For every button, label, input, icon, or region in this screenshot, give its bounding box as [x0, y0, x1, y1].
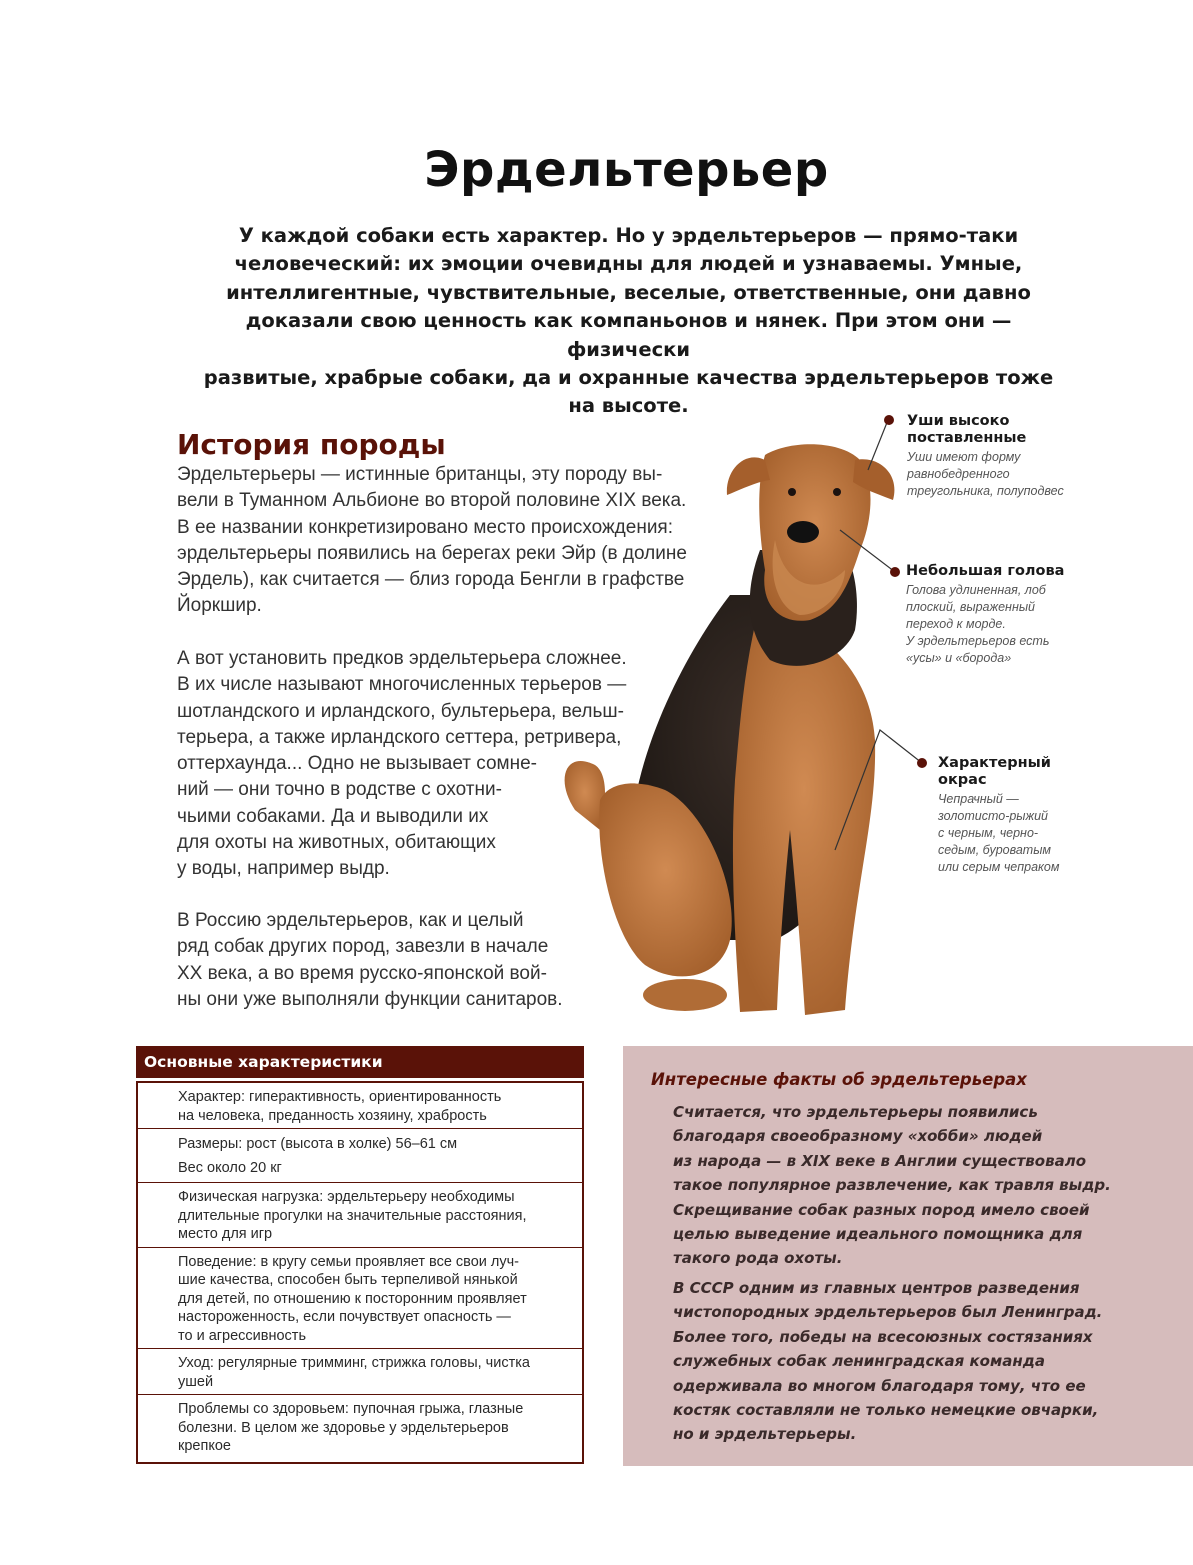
- callout-desc-line: треугольника, полуподвес: [907, 484, 1064, 498]
- facts-line: благодаря своеобразному «хобби» людей: [673, 1127, 1043, 1146]
- airedale-dog-illustration: [555, 420, 915, 1030]
- row-line: настороженность, если почувствует опасность —: [178, 1309, 511, 1325]
- lead-line: развитые, храбрые собаки, да и охранные качества эрдельтерьеров тоже: [203, 366, 1054, 390]
- row-line: то и агрессивность: [178, 1327, 307, 1344]
- facts-line: такое популярное развлечение, как травля выдр.: [673, 1176, 1111, 1195]
- characteristics-table: [136, 1046, 584, 1464]
- characteristics-heading: Основные характеристики: [136, 1046, 584, 1078]
- callout-desc-line: седым, буроватым: [938, 843, 1051, 857]
- history-line: ны они уже выполняли функции санитаров.: [177, 988, 563, 1010]
- history-line: чьими собаками. Да и выводили их: [177, 805, 489, 827]
- callout-heading-line: Уши высоко: [907, 413, 1010, 429]
- callout-desc-line: переход к морде.: [906, 617, 1006, 631]
- history-line: шотландского и ирландского, бультерьера, вельш-: [177, 700, 624, 722]
- row-line: Уход: регулярные тримминг, стрижка головы, чистка: [178, 1355, 530, 1371]
- history-line: В Россию эрдельтерьеров, как и целый: [177, 910, 524, 931]
- callout-desc-line: Чепрачный —: [938, 792, 1019, 806]
- lead-line: У каждой собаки есть характер. Но у эрдельтерьеров — прямо-таки: [238, 224, 1019, 247]
- callout-heading: [938, 755, 1059, 789]
- callout-heading-line: Небольшая голова: [906, 563, 1065, 579]
- callout-ears: [907, 413, 1064, 500]
- facts-line: Более того, победы на всесоюзных состязаниях: [673, 1327, 1093, 1346]
- callout-desc-line: Уши имеют форму: [907, 450, 1021, 464]
- callout-marker-dot: [917, 758, 927, 768]
- row-line: крепкое: [178, 1438, 231, 1454]
- facts-line: В СССР одним из главных центров разведения: [673, 1279, 1080, 1297]
- characteristics-row-behavior: [138, 1247, 582, 1349]
- facts-line: Скрещивание собак разных пород имело своей: [673, 1200, 1090, 1219]
- row-line: ушей: [178, 1373, 214, 1390]
- callout-heading-line: Характерный: [938, 755, 1051, 771]
- callout-desc-line: равнобедренного: [907, 467, 1010, 481]
- facts-line: костяк составляли не только немецкие овчарки,: [673, 1401, 1099, 1420]
- history-line: Эрдельтерьеры — истинные британцы, эту породу вы-: [177, 464, 663, 485]
- row-line: Проблемы со здоровьем: пупочная грыжа, глазные: [178, 1401, 524, 1417]
- history-heading: История породы: [177, 428, 446, 461]
- callout-desc-line: Голова удлиненная, лоб: [906, 583, 1046, 597]
- callout-desc-line: золотисто-рыжий: [938, 809, 1049, 823]
- callout-description: [906, 582, 1064, 667]
- row-line: на человека, преданность хозяину, храбрость: [178, 1107, 487, 1124]
- interesting-facts-box: [623, 1046, 1193, 1466]
- characteristics-row-health: [138, 1394, 582, 1462]
- lead-line: интеллигентные, чувствительные, веселые, ответственные, они давно: [226, 280, 1031, 304]
- callout-marker-dot: [884, 415, 894, 425]
- facts-line: чистопородных эрдельтерьеров был Ленинград.: [673, 1303, 1103, 1322]
- characteristics-row-exercise: [138, 1182, 582, 1247]
- row-line: Физическая нагрузка: эрдельтерьеру необходимы: [178, 1189, 515, 1205]
- facts-line: такого рода охоты.: [673, 1249, 843, 1268]
- row-line: место для игр: [178, 1226, 273, 1242]
- history-line: Йоркшир.: [177, 595, 262, 617]
- history-line: А вот установить предков эрдельтерьера сложнее.: [177, 648, 627, 669]
- callout-marker-dot: [890, 567, 900, 577]
- history-line: эрдельтерьеры появились на берегах реки Эйр (в долине: [177, 542, 687, 564]
- row-line: для детей, по отношению к посторонним проявляет: [178, 1290, 527, 1307]
- history-line: В их числе называют многочисленных терьеров —: [177, 674, 627, 696]
- facts-line: целью выведение идеального помощника для: [673, 1225, 1083, 1244]
- history-line: Эрдель), как считается — близ города Бенгли в графстве: [177, 569, 685, 591]
- lead-line: доказали свою ценность как компаньонов и нянек. При этом они — физически: [245, 309, 1012, 361]
- page-title: Эрдельтерьер: [424, 142, 829, 198]
- row-line: болезни. В целом же здоровье у эрдельтерьеров: [178, 1419, 509, 1436]
- row-line: Вес около 20 кг: [178, 1160, 282, 1176]
- history-line: XX века, а во время русско-японской вой-: [177, 962, 547, 984]
- history-line: у воды, например выдр.: [177, 858, 390, 880]
- facts-line: но и эрдельтерьеры.: [673, 1425, 857, 1444]
- row-line: Поведение: в кругу семьи проявляет все свои луч-: [178, 1253, 520, 1270]
- callout-description: [907, 449, 1064, 500]
- callout-description: [938, 791, 1059, 876]
- row-line: Характер: гиперактивность, ориентированность: [178, 1089, 502, 1105]
- facts-line: из народа — в XIX веке в Англии существовало: [673, 1151, 1087, 1170]
- characteristics-row-character: [138, 1081, 582, 1128]
- callout-desc-line: «усы» и «борода»: [906, 651, 1012, 665]
- history-paragraph-3: [177, 908, 563, 1013]
- characteristics-row-care: [138, 1348, 582, 1394]
- history-line: терьера, а также ирландского сеттера, ретривера,: [177, 726, 622, 748]
- callout-heading-line: окрас: [938, 772, 987, 788]
- callout-coat: [938, 755, 1059, 876]
- facts-line: одерживала во многом благодаря тому, что ее: [673, 1376, 1086, 1395]
- row-line: шие качества, способен быть терпеливой нянькой: [178, 1272, 518, 1288]
- facts-line: Считается, что эрдельтерьеры появились: [673, 1103, 1038, 1121]
- callout-heading: [906, 563, 1064, 580]
- history-line: оттерхаунда... Одно не вызывает сомне-: [177, 753, 537, 775]
- history-line: ряд собак других пород, завезли в начале: [177, 936, 549, 958]
- callout-heading-line: поставленные: [907, 430, 1027, 446]
- row-line: Размеры: рост (высота в холке) 56–61 см: [178, 1136, 458, 1152]
- facts-paragraph-1: [673, 1100, 1111, 1271]
- facts-paragraph-2: [673, 1276, 1102, 1447]
- callout-desc-line: или серым чепраком: [938, 860, 1060, 874]
- history-line: ний — они точно в родстве с охотни-: [177, 779, 502, 801]
- history-line: В ее названии конкретизировано место происхождения:: [177, 516, 674, 538]
- history-line: вели в Туманном Альбионе во второй половине XIX века.: [177, 490, 687, 512]
- history-line: для охоты на животных, обитающих: [177, 832, 496, 854]
- callout-head: [906, 563, 1064, 667]
- callout-heading: [907, 413, 1064, 447]
- row-line: длительные прогулки на значительные расстояния,: [178, 1207, 527, 1224]
- callout-desc-line: У эрдельтерьеров есть: [906, 634, 1050, 648]
- facts-heading: Интересные факты об эрдельтерьерах: [651, 1070, 1027, 1089]
- lead-paragraph: [185, 222, 1072, 421]
- lead-line: на высоте.: [568, 394, 689, 418]
- callout-desc-line: с черным, черно-: [938, 826, 1039, 840]
- characteristics-row-size: [138, 1128, 582, 1182]
- callout-desc-line: плоский, выраженный: [906, 600, 1035, 614]
- facts-line: служебных собак ленинградская команда: [673, 1352, 1045, 1371]
- lead-line: человеческий: их эмоции очевидны для людей и узнаваемы. Умные,: [234, 252, 1023, 276]
- characteristics-body: [136, 1081, 584, 1464]
